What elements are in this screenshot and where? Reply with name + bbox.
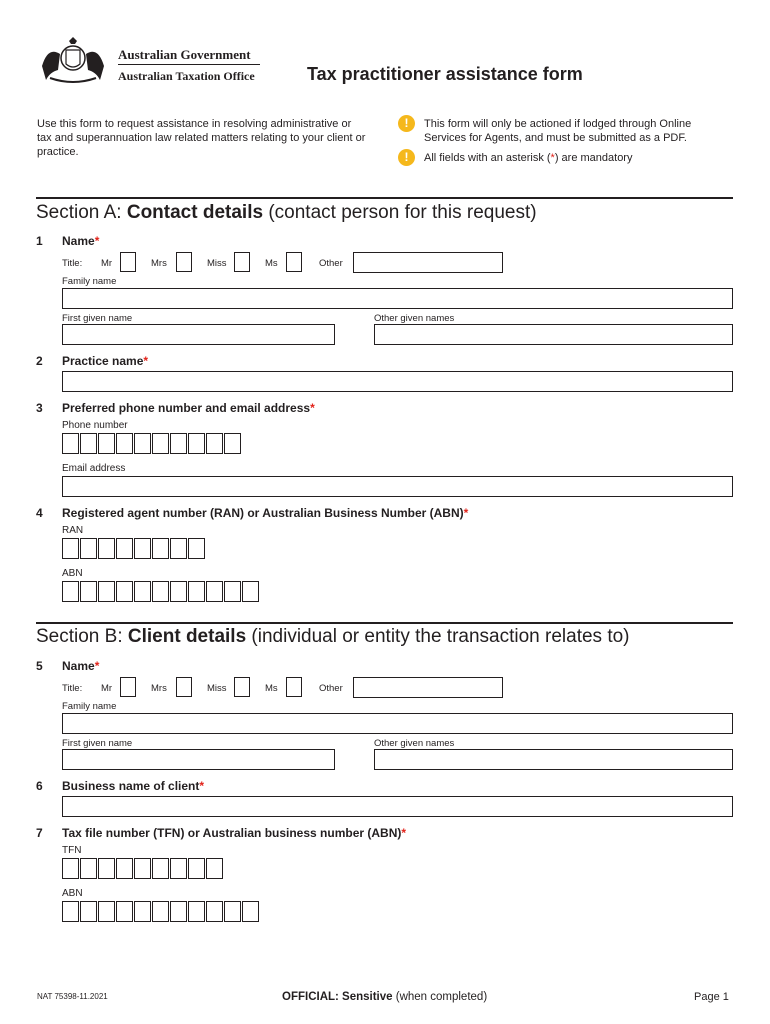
ato-crest-logo [36, 36, 110, 86]
family-name-label: Family name [62, 701, 117, 712]
notice-online-services: This form will only be actioned if lodged through Online Services for Agents, and must be submitted as a PDF. [424, 118, 692, 144]
digit-cell[interactable] [170, 538, 187, 559]
first-given-name-input[interactable] [62, 324, 335, 345]
digit-cell[interactable] [134, 858, 151, 879]
digit-cell[interactable] [152, 538, 169, 559]
question-number: 6 [36, 779, 43, 793]
ato-name: Australian Taxation Office [118, 69, 255, 83]
digit-cell[interactable] [206, 581, 223, 602]
question-label [62, 826, 406, 840]
other-given-names-label: Other given names [374, 738, 455, 749]
abn-label: ABN [62, 568, 83, 579]
question-label [62, 506, 468, 520]
title-miss-label: Miss [207, 683, 227, 694]
digit-cell[interactable] [224, 433, 241, 454]
digit-cell[interactable] [134, 901, 151, 922]
asterisk: * [199, 779, 205, 793]
section-b-prefix: Section B: [36, 626, 128, 647]
digit-cell[interactable] [98, 433, 115, 454]
digit-cell[interactable] [224, 581, 241, 602]
other-given-names-input[interactable] [374, 324, 733, 345]
title-mrs-checkbox[interactable] [176, 252, 192, 272]
digit-cell[interactable] [152, 581, 169, 602]
q4-label: Registered agent number (RAN) or Australian Business Number (ABN) [62, 506, 464, 520]
title-ms-label: Ms [265, 683, 278, 694]
digit-cell[interactable] [62, 433, 79, 454]
section-a-divider [36, 197, 733, 199]
section-a-suffix: (contact person for this request) [263, 202, 537, 223]
digit-cell[interactable] [62, 581, 79, 602]
title-mr-checkbox[interactable] [120, 252, 136, 272]
digit-cell[interactable] [170, 901, 187, 922]
client-title-miss-checkbox[interactable] [234, 677, 250, 697]
family-name-label: Family name [62, 276, 117, 287]
title-other-label: Other [319, 683, 343, 694]
tfn-input[interactable] [62, 858, 224, 879]
email-address-label: Email address [62, 463, 126, 474]
q7-label: Tax file number (TFN) or Australian business number (ABN) [62, 826, 402, 840]
digit-cell[interactable] [80, 538, 97, 559]
client-title-ms-checkbox[interactable] [286, 677, 302, 697]
digit-cell[interactable] [98, 901, 115, 922]
asterisk: * [463, 506, 469, 520]
section-b-bold: Client details [127, 626, 247, 647]
digit-cell[interactable] [206, 901, 223, 922]
phone-number-label: Phone number [62, 420, 128, 431]
header-divider [118, 64, 260, 65]
digit-cell[interactable] [98, 858, 115, 879]
business-name-input[interactable] [62, 796, 733, 817]
first-given-name-label: First given name [62, 738, 133, 749]
client-first-given-name-input[interactable] [62, 749, 335, 770]
title-ms-label: Ms [265, 258, 278, 269]
digit-cell[interactable] [170, 581, 187, 602]
client-title-mrs-checkbox[interactable] [176, 677, 192, 697]
section-a-bold: Contact details [126, 202, 264, 223]
question-number: 4 [36, 506, 43, 520]
form-title: Tax practitioner assistance form [307, 64, 583, 84]
digit-cell[interactable] [206, 433, 223, 454]
warning-icon: ! [398, 115, 415, 132]
intro-text: Use this form to request assistance in resolving administrative or tax and superannuation law related matters relating to your client or practice. [37, 118, 366, 158]
digit-cell[interactable] [80, 858, 97, 879]
section-b-divider [36, 622, 733, 624]
digit-cell[interactable] [242, 581, 259, 602]
title-other-label: Other [319, 258, 343, 269]
digit-cell[interactable] [134, 433, 151, 454]
phone-number-input[interactable] [62, 433, 242, 454]
digit-cell[interactable] [206, 858, 223, 879]
digit-cell[interactable] [62, 538, 79, 559]
digit-cell[interactable] [80, 433, 97, 454]
question-number: 7 [36, 826, 43, 840]
client-other-given-names-input[interactable] [374, 749, 733, 770]
q3-label: Preferred phone number and email address [62, 401, 311, 415]
security-classification [282, 991, 487, 1003]
q2-label: Practice name [62, 354, 144, 368]
email-address-input[interactable] [62, 476, 733, 497]
title-other-input[interactable] [353, 252, 503, 273]
title-label: Title: [62, 683, 83, 694]
question-label [62, 779, 204, 793]
digit-cell[interactable] [188, 858, 205, 879]
page-number: Page 1 [694, 991, 729, 1003]
question-label [62, 234, 99, 248]
notice-mandatory [424, 152, 632, 164]
digit-cell[interactable] [80, 901, 97, 922]
digit-cell[interactable] [188, 538, 205, 559]
asterisk: * [401, 826, 407, 840]
client-title-mr-checkbox[interactable] [120, 677, 136, 697]
q5-label: Name [62, 659, 95, 673]
digit-cell[interactable] [152, 433, 169, 454]
ran-label: RAN [62, 525, 84, 536]
title-mr-label: Mr [101, 683, 113, 694]
first-given-name-label: First given name [62, 313, 133, 324]
section-a-title [36, 202, 537, 224]
title-miss-checkbox[interactable] [234, 252, 250, 272]
asterisk: * [94, 234, 100, 248]
question-label [62, 354, 148, 368]
other-given-names-label: Other given names [374, 313, 455, 324]
digit-cell[interactable] [116, 901, 133, 922]
digit-cell[interactable] [98, 538, 115, 559]
question-number: 5 [36, 659, 43, 673]
digit-cell[interactable] [170, 433, 187, 454]
question-label [62, 401, 315, 415]
asterisk: * [143, 354, 149, 368]
digit-cell[interactable] [62, 901, 79, 922]
digit-cell[interactable] [116, 538, 133, 559]
practice-name-input[interactable] [62, 371, 733, 392]
digit-cell[interactable] [188, 901, 205, 922]
digit-cell[interactable] [170, 858, 187, 879]
question-number: 2 [36, 354, 43, 368]
client-family-name-input[interactable] [62, 713, 733, 734]
title-mr-label: Mr [101, 258, 113, 269]
official-sensitive: OFFICIAL: Sensitive [282, 991, 393, 1003]
nat-number: NAT 75398-11.2021 [37, 992, 108, 1001]
gov-name: Australian Government [118, 47, 251, 62]
section-a-prefix: Section A: [36, 202, 127, 223]
question-number: 3 [36, 401, 43, 415]
digit-cell[interactable] [116, 433, 133, 454]
digit-cell[interactable] [116, 581, 133, 602]
abn-input[interactable] [62, 581, 260, 602]
notice-mandatory-post: ) are mandatory [554, 152, 633, 164]
official-sensitive-note: (when completed) [392, 991, 488, 1003]
section-b-title [36, 626, 630, 648]
q6-label: Business name of client [62, 779, 200, 793]
digit-cell[interactable] [188, 433, 205, 454]
asterisk: * [550, 152, 555, 164]
asterisk: * [94, 659, 100, 673]
title-miss-label: Miss [207, 258, 227, 269]
question-number: 1 [36, 234, 43, 248]
warning-icon: ! [398, 149, 415, 166]
digit-cell[interactable] [224, 901, 241, 922]
tfn-label: TFN [62, 845, 82, 856]
abn-label: ABN [62, 888, 83, 899]
digit-cell[interactable] [62, 858, 79, 879]
digit-cell[interactable] [134, 538, 151, 559]
ran-input[interactable] [62, 538, 206, 559]
title-mrs-label: Mrs [151, 683, 167, 694]
client-abn-input[interactable] [62, 901, 260, 922]
q1-label: Name [62, 234, 95, 248]
asterisk: * [310, 401, 315, 415]
digit-cell[interactable] [80, 581, 97, 602]
digit-cell[interactable] [152, 858, 169, 879]
title-label: Title: [62, 258, 83, 269]
question-label [62, 659, 99, 673]
digit-cell[interactable] [188, 581, 205, 602]
family-name-input[interactable] [62, 288, 733, 309]
digit-cell[interactable] [116, 858, 133, 879]
section-b-suffix: (individual or entity the transaction relates to) [246, 626, 630, 647]
title-ms-checkbox[interactable] [286, 252, 302, 272]
digit-cell[interactable] [98, 581, 115, 602]
digit-cell[interactable] [242, 901, 259, 922]
client-title-other-input[interactable] [353, 677, 503, 698]
title-mrs-label: Mrs [151, 258, 167, 269]
digit-cell[interactable] [152, 901, 169, 922]
digit-cell[interactable] [134, 581, 151, 602]
notice-mandatory-pre: All fields with an asterisk ( [424, 152, 551, 164]
